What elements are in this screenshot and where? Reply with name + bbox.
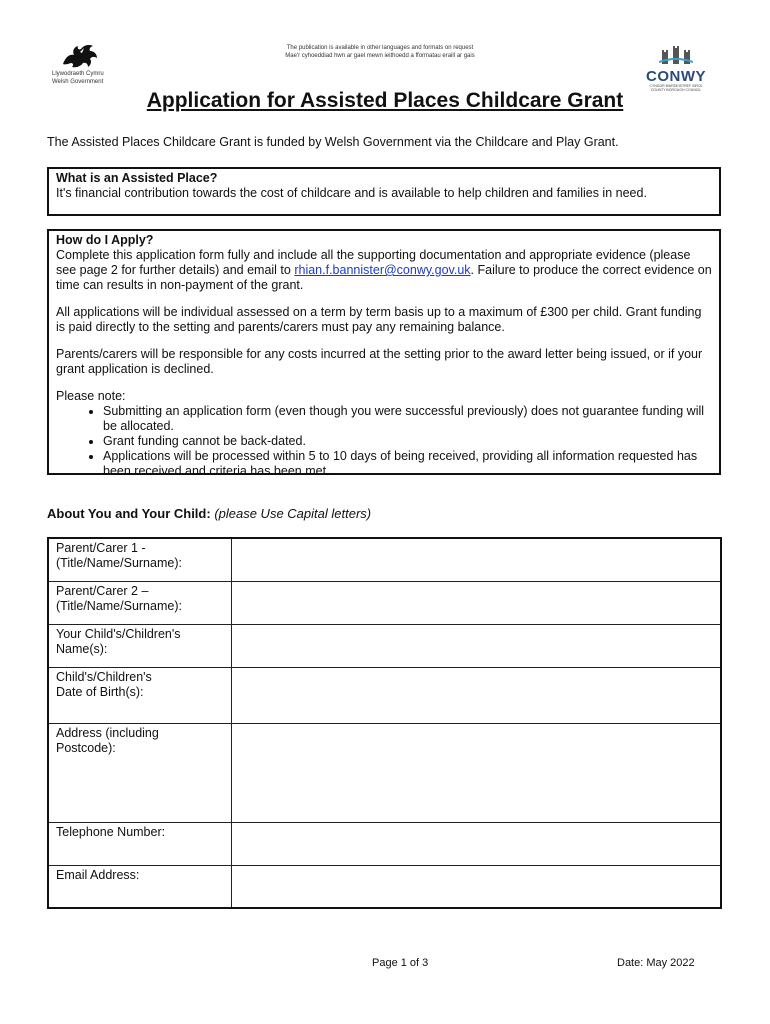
note-list <box>56 404 712 479</box>
page-title: Application for Assisted Places Childcare Grant <box>146 89 624 112</box>
form-label: Address (including Postcode): <box>48 723 232 822</box>
castle-icon <box>659 46 693 64</box>
form-label: Child's/Children's Date of Birth(s): <box>48 667 232 723</box>
apply-instructions-start: Complete this application form fully and include all the supporting documentation and appropriate evidence (please see page 2 for further details) and email to <box>56 248 691 277</box>
contact-email-link[interactable]: rhian.f.bannister@conwy.gov.uk <box>294 263 471 277</box>
language-notice <box>230 44 530 60</box>
how-to-apply-heading: How do I Apply? <box>56 233 154 247</box>
responsibility-paragraph: Parents/carers will be responsible for any costs incurred at the setting prior to the award letter being issued, or if your grant application is declined. <box>56 347 703 376</box>
assessment-paragraph: All applications will be individual assessed on a term by term basis up to a maximum of £300 per child. Grant funding is paid directly to the setting and parents/carers must pay any remaining balance. <box>56 305 702 334</box>
note-label: Please note: <box>56 389 126 403</box>
child-names-input[interactable] <box>232 624 722 667</box>
child-dob-input[interactable] <box>232 667 722 723</box>
assisted-place-heading: What is an Assisted Place? <box>56 171 218 185</box>
how-to-apply-box <box>47 229 721 478</box>
apply-instructions-end: . Failure to produce the correct evidence on time can results in non-payment of the grant. <box>56 263 712 292</box>
form-row-address <box>48 723 721 822</box>
intro-text: The Assisted Places Childcare Grant is funded by Welsh Government via the Childcare and Play Grant. <box>47 135 619 149</box>
about-you-heading <box>47 506 371 521</box>
conwy-logo-sub-english: COUNTY BOROUGH COUNCIL <box>650 88 702 92</box>
form-label: Parent/Carer 2 – (Title/Name/Surname): <box>48 581 232 624</box>
notice-line-english: The publication is available in other languages and formats on request <box>286 45 474 51</box>
apply-instructions <box>56 248 712 293</box>
note-item: • Submitting an application form (even though you were successful previously) does not guarantee funding will be allocated. <box>103 404 712 434</box>
assisted-place-text: It's financial contribution towards the cost of childcare and is available to help children and families in need. <box>56 186 647 200</box>
conwy-logo-sub-welsh: CYNGOR BWRDEISTREF SIROL <box>649 84 703 88</box>
email-input[interactable] <box>232 865 722 908</box>
section-hint: (please Use Capital letters) <box>214 506 372 521</box>
form-row-parent-2 <box>48 581 721 624</box>
assisted-place-box <box>47 167 721 216</box>
form-row-parent-1 <box>48 538 721 581</box>
form-label: Parent/Carer 1 - (Title/Name/Surname): <box>48 538 232 581</box>
form-row-child-dob <box>48 667 721 723</box>
notice-line-welsh: Mae'r cyhoeddiad hwn ar gael mewn ieithoedd a fformatau eraill ar gais <box>285 53 475 59</box>
form-row-telephone <box>48 822 721 865</box>
form-label: Telephone Number: <box>48 822 232 865</box>
conwy-logo <box>642 46 710 94</box>
telephone-input[interactable] <box>232 822 722 865</box>
form-row-child-names <box>48 624 721 667</box>
parent-2-input[interactable] <box>232 581 722 624</box>
wg-logo-line-1: Llywodraeth Cymru <box>52 71 104 77</box>
form-row-email <box>48 865 721 908</box>
form-label: Email Address: <box>48 865 232 908</box>
parent-1-input[interactable] <box>232 538 722 581</box>
conwy-logo-word: CONWY <box>646 68 706 85</box>
wg-logo-line-2: Welsh Government <box>52 79 104 85</box>
section-label: About You and Your Child: <box>47 506 211 521</box>
page-number: Page 1 of 3 <box>372 957 429 969</box>
applicant-details-form <box>47 537 722 909</box>
document-date: Date: May 2022 <box>617 957 695 969</box>
form-label: Your Child's/Children's Name(s): <box>48 624 232 667</box>
note-item: • Applications will be processed within 5 to 10 days of being received, providing all information requested has been received and criteria has been met. <box>103 449 712 479</box>
note-item: • Grant funding cannot be back-dated. <box>103 434 712 449</box>
dragon-icon <box>60 42 100 70</box>
welsh-government-logo <box>52 42 112 92</box>
address-input[interactable] <box>232 723 722 822</box>
